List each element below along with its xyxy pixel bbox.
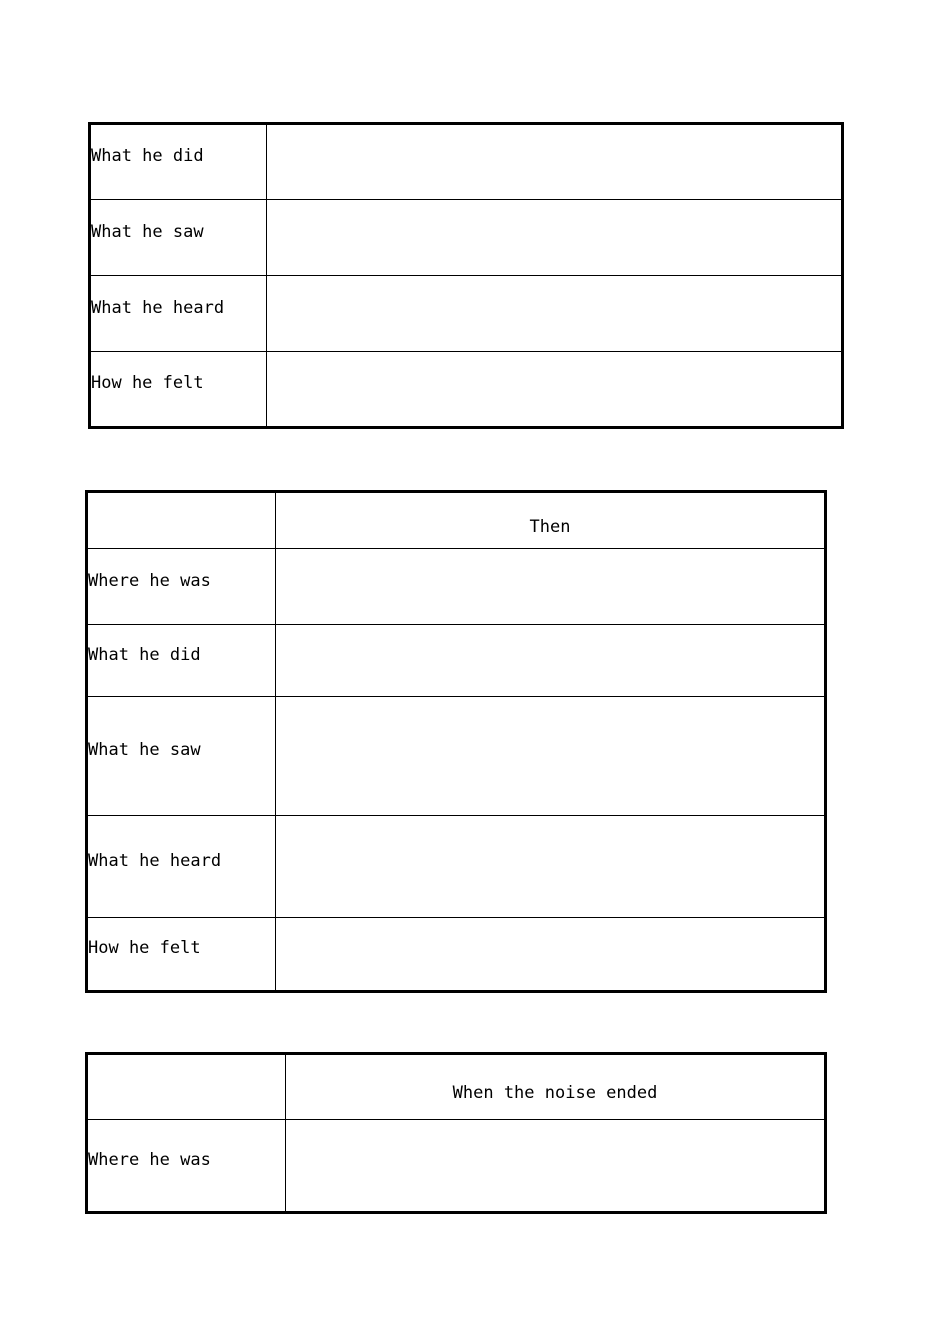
row-label: What he heard — [88, 850, 222, 871]
row-label-cell — [90, 124, 267, 200]
column-header-cell — [286, 1054, 826, 1120]
answer-cell[interactable] — [276, 918, 826, 992]
answer-cell[interactable] — [267, 200, 843, 276]
table-row — [90, 200, 843, 276]
table-row — [87, 1120, 826, 1213]
column-header-cell — [276, 492, 826, 549]
row-label: What he saw — [88, 740, 201, 760]
row-label-cell — [90, 352, 267, 428]
table-row — [90, 276, 843, 352]
row-label-cell — [87, 549, 276, 625]
table-row — [90, 124, 843, 200]
row-label-cell — [87, 816, 276, 918]
answer-cell[interactable] — [276, 625, 826, 697]
answer-cell[interactable] — [286, 1120, 826, 1213]
table-row — [87, 816, 826, 918]
row-label: What he did — [88, 644, 201, 665]
answer-cell[interactable] — [276, 697, 826, 816]
header-blank-cell — [87, 1054, 286, 1120]
senses-table-then — [85, 490, 827, 993]
row-label-cell — [87, 1120, 286, 1213]
table-row — [87, 625, 826, 697]
row-label-cell — [90, 200, 267, 276]
answer-cell[interactable] — [267, 276, 843, 352]
table-row — [87, 918, 826, 992]
table-row — [87, 549, 826, 625]
column-header: Then — [529, 516, 571, 537]
senses-table-1 — [88, 122, 844, 429]
answer-cell[interactable] — [267, 352, 843, 428]
row-label: How he felt — [91, 373, 204, 393]
answer-cell[interactable] — [276, 816, 826, 918]
header-blank-cell — [87, 492, 276, 549]
table-header-row — [87, 1054, 826, 1120]
row-label: How he felt — [88, 938, 201, 958]
row-label-cell — [87, 625, 276, 697]
row-label-cell — [87, 918, 276, 992]
row-label: Where he was — [88, 570, 211, 591]
row-label: What he saw — [91, 221, 204, 242]
senses-table-noise-ended — [85, 1052, 827, 1214]
table-row — [90, 352, 843, 428]
row-label-cell — [87, 697, 276, 816]
column-header: When the noise ended — [452, 1083, 658, 1103]
row-label: Where he was — [88, 1149, 211, 1170]
row-label: What he heard — [91, 297, 225, 318]
row-label-cell — [90, 276, 267, 352]
table-header-row — [87, 492, 826, 549]
answer-cell[interactable] — [267, 124, 843, 200]
row-label: What he did — [91, 146, 204, 166]
answer-cell[interactable] — [276, 549, 826, 625]
table-row — [87, 697, 826, 816]
